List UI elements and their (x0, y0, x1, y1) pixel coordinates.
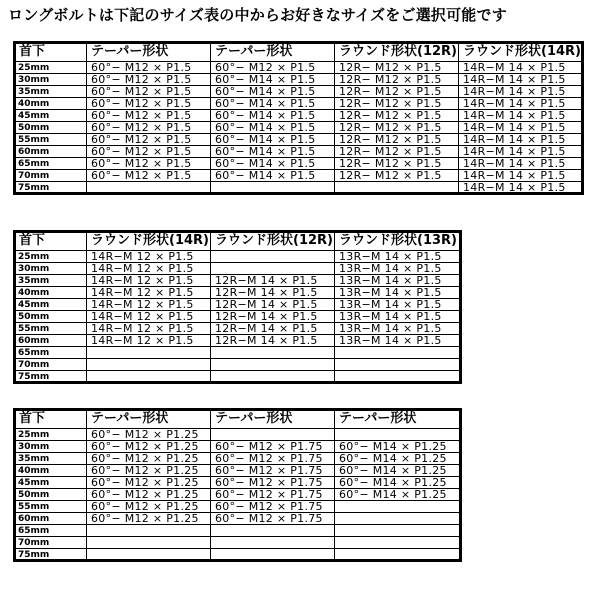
table-header-row (15, 43, 583, 62)
bolt-spec-cell: 60°− M12 × P1.75 (211, 441, 335, 453)
table-row (15, 158, 583, 170)
bolt-spec-cell (87, 182, 211, 194)
table-row (15, 513, 461, 525)
bolt-spec-cell: 13R−M 14 × P1.5 (335, 263, 461, 275)
bolt-spec-cell: 60°− M12 × P1.25 (87, 453, 211, 465)
bolt-spec-cell (87, 549, 211, 561)
bolt-spec-cell (211, 251, 335, 263)
bolt-spec-cell: 60°− M12 × P1.5 (87, 146, 211, 158)
neck-length-cell: 50mm (15, 311, 87, 323)
table-row (15, 429, 461, 441)
header-shape: ラウンド形状(14R) (459, 43, 583, 62)
bolt-spec-cell (87, 359, 211, 371)
bolt-spec-cell: 60°− M12 × P1.75 (211, 489, 335, 501)
header-neck-length: 首下 (15, 43, 87, 62)
bolt-spec-cell: 12R−M 14 × P1.5 (211, 299, 335, 311)
neck-length-cell: 40mm (15, 98, 87, 110)
bolt-spec-cell: 60°− M14 × P1.25 (335, 477, 461, 489)
bolt-spec-cell: 14R−M 12 × P1.5 (87, 335, 211, 347)
bolt-spec-cell (335, 182, 459, 194)
bolt-spec-cell (335, 513, 461, 525)
bolt-spec-cell: 14R−M 12 × P1.5 (87, 299, 211, 311)
table-row (15, 359, 461, 371)
bolt-spec-cell: 60°− M12 × P1.5 (87, 110, 211, 122)
table-row (15, 371, 461, 383)
neck-length-cell: 45mm (15, 299, 87, 311)
bolt-spec-cell (335, 537, 461, 549)
header-neck-length: 首下 (15, 232, 87, 251)
bolt-spec-cell: 60°− M12 × P1.25 (87, 477, 211, 489)
bolt-spec-cell: 60°− M14 × P1.5 (211, 74, 335, 86)
table-row (15, 98, 583, 110)
bolt-spec-cell: 60°− M12 × P1.5 (87, 122, 211, 134)
table-row (15, 441, 461, 453)
bolt-size-table-1 (14, 42, 583, 194)
neck-length-cell: 60mm (15, 513, 87, 525)
bolt-spec-cell: 12R−M 14 × P1.5 (211, 323, 335, 335)
bolt-spec-cell: 14R−M 12 × P1.5 (87, 263, 211, 275)
table-row (15, 110, 583, 122)
bolt-spec-cell: 60°− M12 × P1.25 (87, 489, 211, 501)
bolt-spec-cell: 60°− M14 × P1.5 (211, 170, 335, 182)
neck-length-cell: 65mm (15, 347, 87, 359)
bolt-spec-cell (211, 537, 335, 549)
bolt-size-table-3 (14, 409, 461, 561)
bolt-spec-cell: 60°− M14 × P1.25 (335, 441, 461, 453)
bolt-spec-cell (211, 182, 335, 194)
bolt-spec-cell (335, 347, 461, 359)
table-row (15, 146, 583, 158)
bolt-spec-cell: 60°− M12 × P1.25 (87, 513, 211, 525)
header-shape: テーパー形状 (335, 410, 461, 429)
neck-length-cell: 50mm (15, 122, 87, 134)
bolt-spec-cell: 60°− M12 × P1.5 (87, 170, 211, 182)
bolt-spec-cell: 13R−M 14 × P1.5 (335, 335, 461, 347)
neck-length-cell: 35mm (15, 453, 87, 465)
bolt-spec-cell (211, 429, 335, 441)
bolt-spec-cell: 14R−M 14 × P1.5 (459, 182, 583, 194)
table-row (15, 465, 461, 477)
neck-length-cell: 45mm (15, 110, 87, 122)
neck-length-cell: 55mm (15, 134, 87, 146)
table-row (15, 122, 583, 134)
bolt-spec-cell: 12R− M12 × P1.5 (335, 122, 459, 134)
bolt-spec-cell: 60°− M12 × P1.75 (211, 465, 335, 477)
table-row (15, 299, 461, 311)
neck-length-cell: 45mm (15, 477, 87, 489)
bolt-spec-cell: 12R−M 14 × P1.5 (211, 287, 335, 299)
bolt-spec-cell: 14R−M 12 × P1.5 (87, 287, 211, 299)
bolt-spec-cell (87, 525, 211, 537)
table-row (15, 537, 461, 549)
bolt-spec-cell: 12R− M12 × P1.5 (335, 170, 459, 182)
neck-length-cell: 55mm (15, 323, 87, 335)
table-row (15, 275, 461, 287)
bolt-spec-cell: 60°− M14 × P1.5 (211, 86, 335, 98)
bolt-spec-cell (211, 371, 335, 383)
bolt-spec-cell: 60°− M12 × P1.5 (87, 86, 211, 98)
bolt-spec-cell (335, 525, 461, 537)
bolt-spec-cell: 12R− M12 × P1.5 (335, 74, 459, 86)
bolt-spec-cell (87, 347, 211, 359)
table-row (15, 323, 461, 335)
bolt-spec-cell: 14R−M 14 × P1.5 (459, 74, 583, 86)
bolt-spec-cell (211, 525, 335, 537)
bolt-spec-cell: 60°− M14 × P1.25 (335, 465, 461, 477)
neck-length-cell: 75mm (15, 182, 87, 194)
bolt-spec-cell: 13R−M 14 × P1.5 (335, 251, 461, 263)
neck-length-cell: 55mm (15, 501, 87, 513)
header-neck-length: 首下 (15, 410, 87, 429)
bolt-spec-cell: 12R− M12 × P1.5 (335, 146, 459, 158)
neck-length-cell: 35mm (15, 275, 87, 287)
bolt-spec-cell: 14R−M 14 × P1.5 (459, 110, 583, 122)
bolt-spec-cell: 13R−M 14 × P1.5 (335, 275, 461, 287)
bolt-spec-cell (335, 371, 461, 383)
neck-length-cell: 30mm (15, 441, 87, 453)
bolt-spec-cell: 60°− M12 × P1.5 (211, 62, 335, 74)
bolt-spec-cell: 60°− M14 × P1.5 (211, 122, 335, 134)
bolt-spec-cell: 12R− M12 × P1.5 (335, 110, 459, 122)
bolt-spec-cell: 60°− M12 × P1.5 (87, 62, 211, 74)
bolt-spec-cell: 60°− M12 × P1.75 (211, 453, 335, 465)
bolt-spec-cell (211, 263, 335, 275)
bolt-spec-cell (211, 347, 335, 359)
header-shape: テーパー形状 (87, 410, 211, 429)
table-header-row (15, 232, 461, 251)
table-row (15, 287, 461, 299)
table-row (15, 182, 583, 194)
bolt-spec-cell: 13R−M 14 × P1.5 (335, 323, 461, 335)
bolt-spec-cell: 14R−M 14 × P1.5 (459, 146, 583, 158)
bolt-spec-cell: 60°− M12 × P1.25 (87, 501, 211, 513)
bolt-spec-cell: 14R−M 14 × P1.5 (459, 134, 583, 146)
bolt-spec-cell: 60°− M14 × P1.5 (211, 110, 335, 122)
bolt-spec-cell: 13R−M 14 × P1.5 (335, 299, 461, 311)
bolt-spec-cell: 12R− M12 × P1.5 (335, 62, 459, 74)
neck-length-cell: 40mm (15, 465, 87, 477)
neck-length-cell: 50mm (15, 489, 87, 501)
bolt-spec-cell: 60°− M12 × P1.5 (87, 158, 211, 170)
header-shape: テーパー形状 (211, 410, 335, 429)
bolt-spec-cell: 12R−M 14 × P1.5 (211, 335, 335, 347)
neck-length-cell: 70mm (15, 359, 87, 371)
bolt-spec-cell: 60°− M12 × P1.5 (87, 98, 211, 110)
bolt-spec-cell: 14R−M 14 × P1.5 (459, 98, 583, 110)
bolt-spec-cell: 12R− M12 × P1.5 (335, 134, 459, 146)
table-row (15, 134, 583, 146)
bolt-spec-cell (335, 549, 461, 561)
table-row (15, 501, 461, 513)
bolt-spec-cell: 60°− M14 × P1.25 (335, 489, 461, 501)
table-row (15, 263, 461, 275)
table-row (15, 489, 461, 501)
bolt-spec-cell: 12R− M12 × P1.5 (335, 86, 459, 98)
table-row (15, 549, 461, 561)
header-shape: ラウンド形状(12R) (211, 232, 335, 251)
bolt-spec-cell: 14R−M 14 × P1.5 (459, 158, 583, 170)
table-row (15, 477, 461, 489)
neck-length-cell: 25mm (15, 62, 87, 74)
header-shape: ラウンド形状(14R) (87, 232, 211, 251)
page-title: ロングボルトは下記のサイズ表の中からお好きなサイズをご選択可能です (8, 6, 507, 24)
table-row (15, 74, 583, 86)
header-shape: ラウンド形状(12R) (335, 43, 459, 62)
bolt-size-table-2 (14, 231, 461, 383)
bolt-spec-cell: 60°− M14 × P1.5 (211, 146, 335, 158)
table-row (15, 311, 461, 323)
table-header-row (15, 410, 461, 429)
header-shape: ラウンド形状(13R) (335, 232, 461, 251)
bolt-spec-cell: 60°− M12 × P1.25 (87, 429, 211, 441)
bolt-spec-cell: 12R−M 14 × P1.5 (211, 311, 335, 323)
bolt-spec-cell: 14R−M 14 × P1.5 (459, 62, 583, 74)
neck-length-cell: 75mm (15, 549, 87, 561)
bolt-spec-cell (211, 359, 335, 371)
bolt-spec-cell: 13R−M 14 × P1.5 (335, 287, 461, 299)
bolt-spec-cell (87, 371, 211, 383)
bolt-spec-cell: 60°− M12 × P1.5 (87, 134, 211, 146)
table-row (15, 525, 461, 537)
bolt-spec-cell (335, 429, 461, 441)
bolt-spec-cell: 60°− M14 × P1.5 (211, 98, 335, 110)
neck-length-cell: 35mm (15, 86, 87, 98)
table-row (15, 453, 461, 465)
neck-length-cell: 40mm (15, 287, 87, 299)
bolt-spec-cell: 60°− M14 × P1.25 (335, 453, 461, 465)
header-shape: テーパー形状 (211, 43, 335, 62)
table-row (15, 251, 461, 263)
bolt-spec-cell: 14R−M 12 × P1.5 (87, 251, 211, 263)
neck-length-cell: 65mm (15, 158, 87, 170)
bolt-spec-cell: 14R−M 14 × P1.5 (459, 170, 583, 182)
bolt-spec-cell: 13R−M 14 × P1.5 (335, 311, 461, 323)
neck-length-cell: 60mm (15, 146, 87, 158)
neck-length-cell: 65mm (15, 525, 87, 537)
bolt-spec-cell: 12R−M 14 × P1.5 (211, 275, 335, 287)
bolt-spec-cell: 60°− M14 × P1.5 (211, 134, 335, 146)
bolt-spec-cell: 60°− M12 × P1.75 (211, 501, 335, 513)
bolt-spec-cell (335, 501, 461, 513)
bolt-spec-cell: 14R−M 14 × P1.5 (459, 122, 583, 134)
table-row (15, 86, 583, 98)
table-row (15, 170, 583, 182)
bolt-spec-cell: 60°− M12 × P1.5 (87, 74, 211, 86)
neck-length-cell: 60mm (15, 335, 87, 347)
neck-length-cell: 30mm (15, 74, 87, 86)
bolt-spec-cell: 12R− M12 × P1.5 (335, 158, 459, 170)
table-row (15, 62, 583, 74)
neck-length-cell: 25mm (15, 251, 87, 263)
bolt-spec-cell: 14R−M 12 × P1.5 (87, 323, 211, 335)
table-row (15, 347, 461, 359)
bolt-spec-cell: 60°− M14 × P1.5 (211, 158, 335, 170)
neck-length-cell: 70mm (15, 537, 87, 549)
bolt-spec-cell (335, 359, 461, 371)
bolt-spec-cell: 60°− M12 × P1.75 (211, 513, 335, 525)
bolt-spec-cell: 60°− M12 × P1.25 (87, 441, 211, 453)
bolt-spec-cell: 14R−M 12 × P1.5 (87, 311, 211, 323)
neck-length-cell: 75mm (15, 371, 87, 383)
bolt-spec-cell (87, 537, 211, 549)
bolt-spec-cell: 60°− M12 × P1.75 (211, 477, 335, 489)
table-row (15, 335, 461, 347)
bolt-spec-cell (211, 549, 335, 561)
bolt-spec-cell: 14R−M 14 × P1.5 (459, 86, 583, 98)
neck-length-cell: 25mm (15, 429, 87, 441)
header-shape: テーパー形状 (87, 43, 211, 62)
bolt-spec-cell: 12R− M12 × P1.5 (335, 98, 459, 110)
bolt-spec-cell: 14R−M 12 × P1.5 (87, 275, 211, 287)
neck-length-cell: 70mm (15, 170, 87, 182)
bolt-spec-cell: 60°− M12 × P1.25 (87, 465, 211, 477)
neck-length-cell: 30mm (15, 263, 87, 275)
